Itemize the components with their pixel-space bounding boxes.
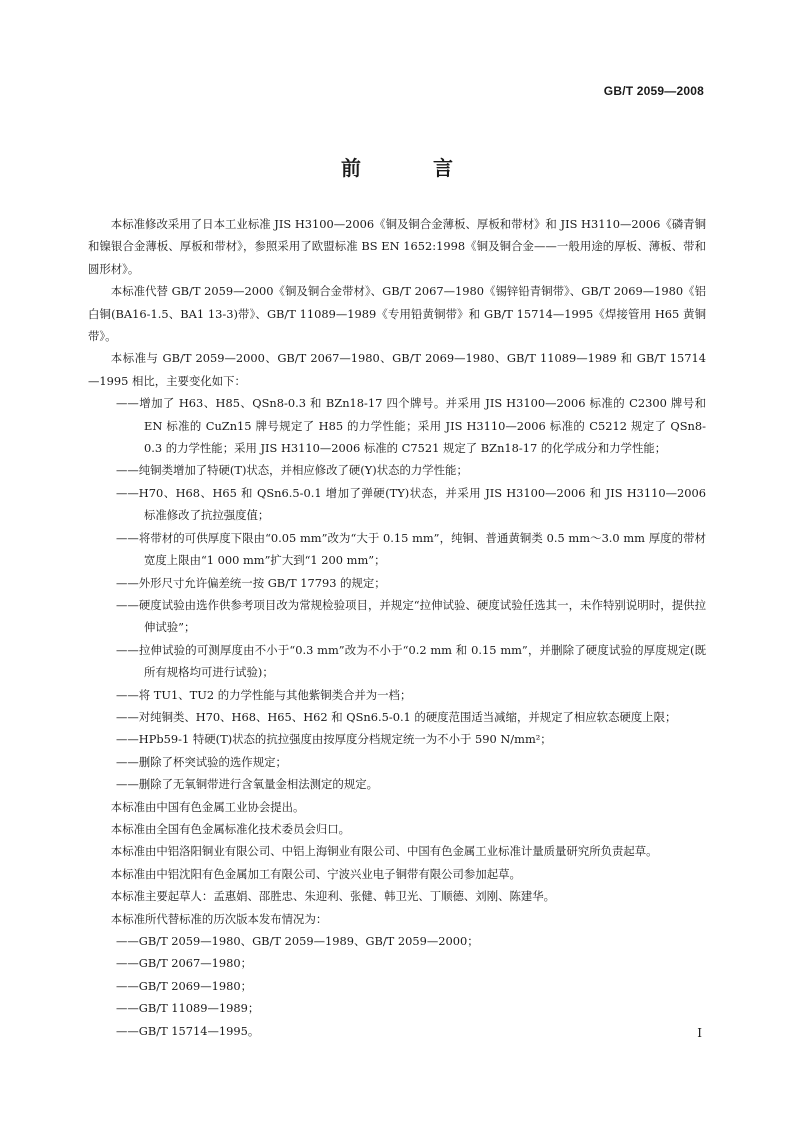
change-item: ——硬度试验由选作供参考项目改为常规检验项目，并规定“拉伸试验、硬度试验任选其一，未作特别说明时，提供拉伸试验”； — [116, 597, 706, 635]
change-item: ——将带材的可供厚度下限由“0.05 mm”改为“大于 0.15 mm”，纯铜、普通黄铜类 0.5 mm～3.0 mm 厚度的带材宽度上限由“1 000 mm”扩大到“1 200 mm”； — [116, 530, 706, 568]
change-item: ——对纯铜类、H70、H68、H65、H62 和 QSn6.5-0.1 的硬度范围适当减缩，并规定了相应软态硬度上限； — [116, 709, 677, 724]
history-list — [88, 930, 706, 1042]
intro-paragraph: 本标准代替 GB/T 2059—2000《铜及铜合金带材》、GB/T 2067—1980《锡锌铅青铜带》、GB/T 2069—1980《铝白铜(BA16-1.5、BA1 13-3)带》、GB/T 11089—1989《专用铅黄铜带》和 GB/T 15714—1995《焊接管用 H65 黄铜带》。 — [88, 284, 706, 344]
change-item: ——拉伸试验的可测厚度由不小于“0.3 mm”改为不小于“0.2 mm 和 0.15 mm”，并删除了硬度试验的厚度规定(既所有规格均可进行试验)； — [116, 642, 706, 680]
history-item: ——GB/T 2059—1980、GB/T 2059—1989、GB/T 2059—2000； — [116, 934, 479, 948]
change-item: ——将 TU1、TU2 的力学性能与其他紫铜类合并为一档； — [116, 687, 412, 702]
change-item: ——删除了无氧铜带进行含氧量金相法测定的规定。 — [116, 777, 378, 792]
history-item: ——GB/T 2069—1980； — [116, 978, 253, 993]
intro-paragraph: 本标准与 GB/T 2059—2000、GB/T 2067—1980、GB/T 2069—1980、GB/T 11089—1989 和 GB/T 15714—1995 相比，主要变化如下： — [88, 351, 706, 388]
change-item: ——HPb59-1 特硬(T)状态的抗拉强度由按厚度分档规定统一为不小于 590 N/mm²； — [116, 732, 552, 747]
change-item: ——纯铜类增加了特硬(T)状态，并相应修改了硬(Y)状态的力学性能； — [116, 463, 468, 478]
change-item: ——增加了 H63、H85、QSn8-0.3 和 BZn18-17 四个牌号。并采用 JIS H3100—2006 标准的 C2300 牌号和 EN 标准的 CuZn15 牌号规定了 H85 的力学性能；采用 JIS H3110—2006 标准的 C5212 规定了 QSn8-0.3 的力学性能；采用 JIS H3110—2006 标准的 C7521 规定了 BZn18-17 的化学成分和力学性能； — [116, 396, 706, 456]
document-body — [88, 213, 706, 1042]
history-item: ——GB/T 15714—1995。 — [116, 1023, 260, 1038]
change-item: ——删除了杯突试验的选作规定； — [116, 754, 287, 769]
history-item: ——GB/T 11089—1989； — [116, 1001, 260, 1016]
change-item: ——H70、H68、H65 和 QSn6.5-0.1 增加了弹硬(TY)状态，并采用 JIS H3100—2006 和 JIS H3110—2006 标准修改了抗拉强度值； — [116, 485, 706, 523]
closing-paragraph: 本标准所代替标准的历次版本发布情况为： — [110, 911, 328, 926]
closing-paragraph: 本标准由全国有色金属标准化技术委员会归口。 — [110, 821, 351, 836]
history-item: ——GB/T 2067—1980； — [116, 956, 253, 971]
closing-paragraph: 本标准由中国有色金属工业协会提出。 — [110, 799, 305, 814]
change-item: ——外形尺寸允许偏差统一按 GB/T 17793 的规定； — [116, 575, 386, 590]
intro-paragraph: 本标准修改采用了日本工业标准 JIS H3100—2006《铜及铜合金薄板、厚板和带材》和 JIS H3110—2006《磷青铜和镍银合金薄板、厚板和带材》，参照采用了欧盟标准 BS EN 1652:1998《铜及铜合金——一般用途的厚板、薄板、带和圆形材》。 — [88, 217, 706, 276]
closing-paragraph: 本标准由中铝洛阳铜业有限公司、中铝上海铜业有限公司、中国有色金属工业标准计量质量研究所负责起草。 — [110, 844, 658, 859]
page-number: I — [697, 1026, 702, 1040]
changes-list — [88, 392, 706, 795]
page-title: 前 言 — [341, 156, 479, 180]
closing-paragraph: 本标准由中铝沈阳有色金属加工有限公司、宁波兴业电子铜带有限公司参加起草。 — [110, 866, 521, 881]
standard-code: GB/T 2059—2008 — [603, 84, 704, 98]
closing-paragraph: 本标准主要起草人：孟惠娟、邵胜忠、朱迎利、张健、韩卫光、丁顺德、刘刚、陈建华。 — [110, 889, 556, 904]
